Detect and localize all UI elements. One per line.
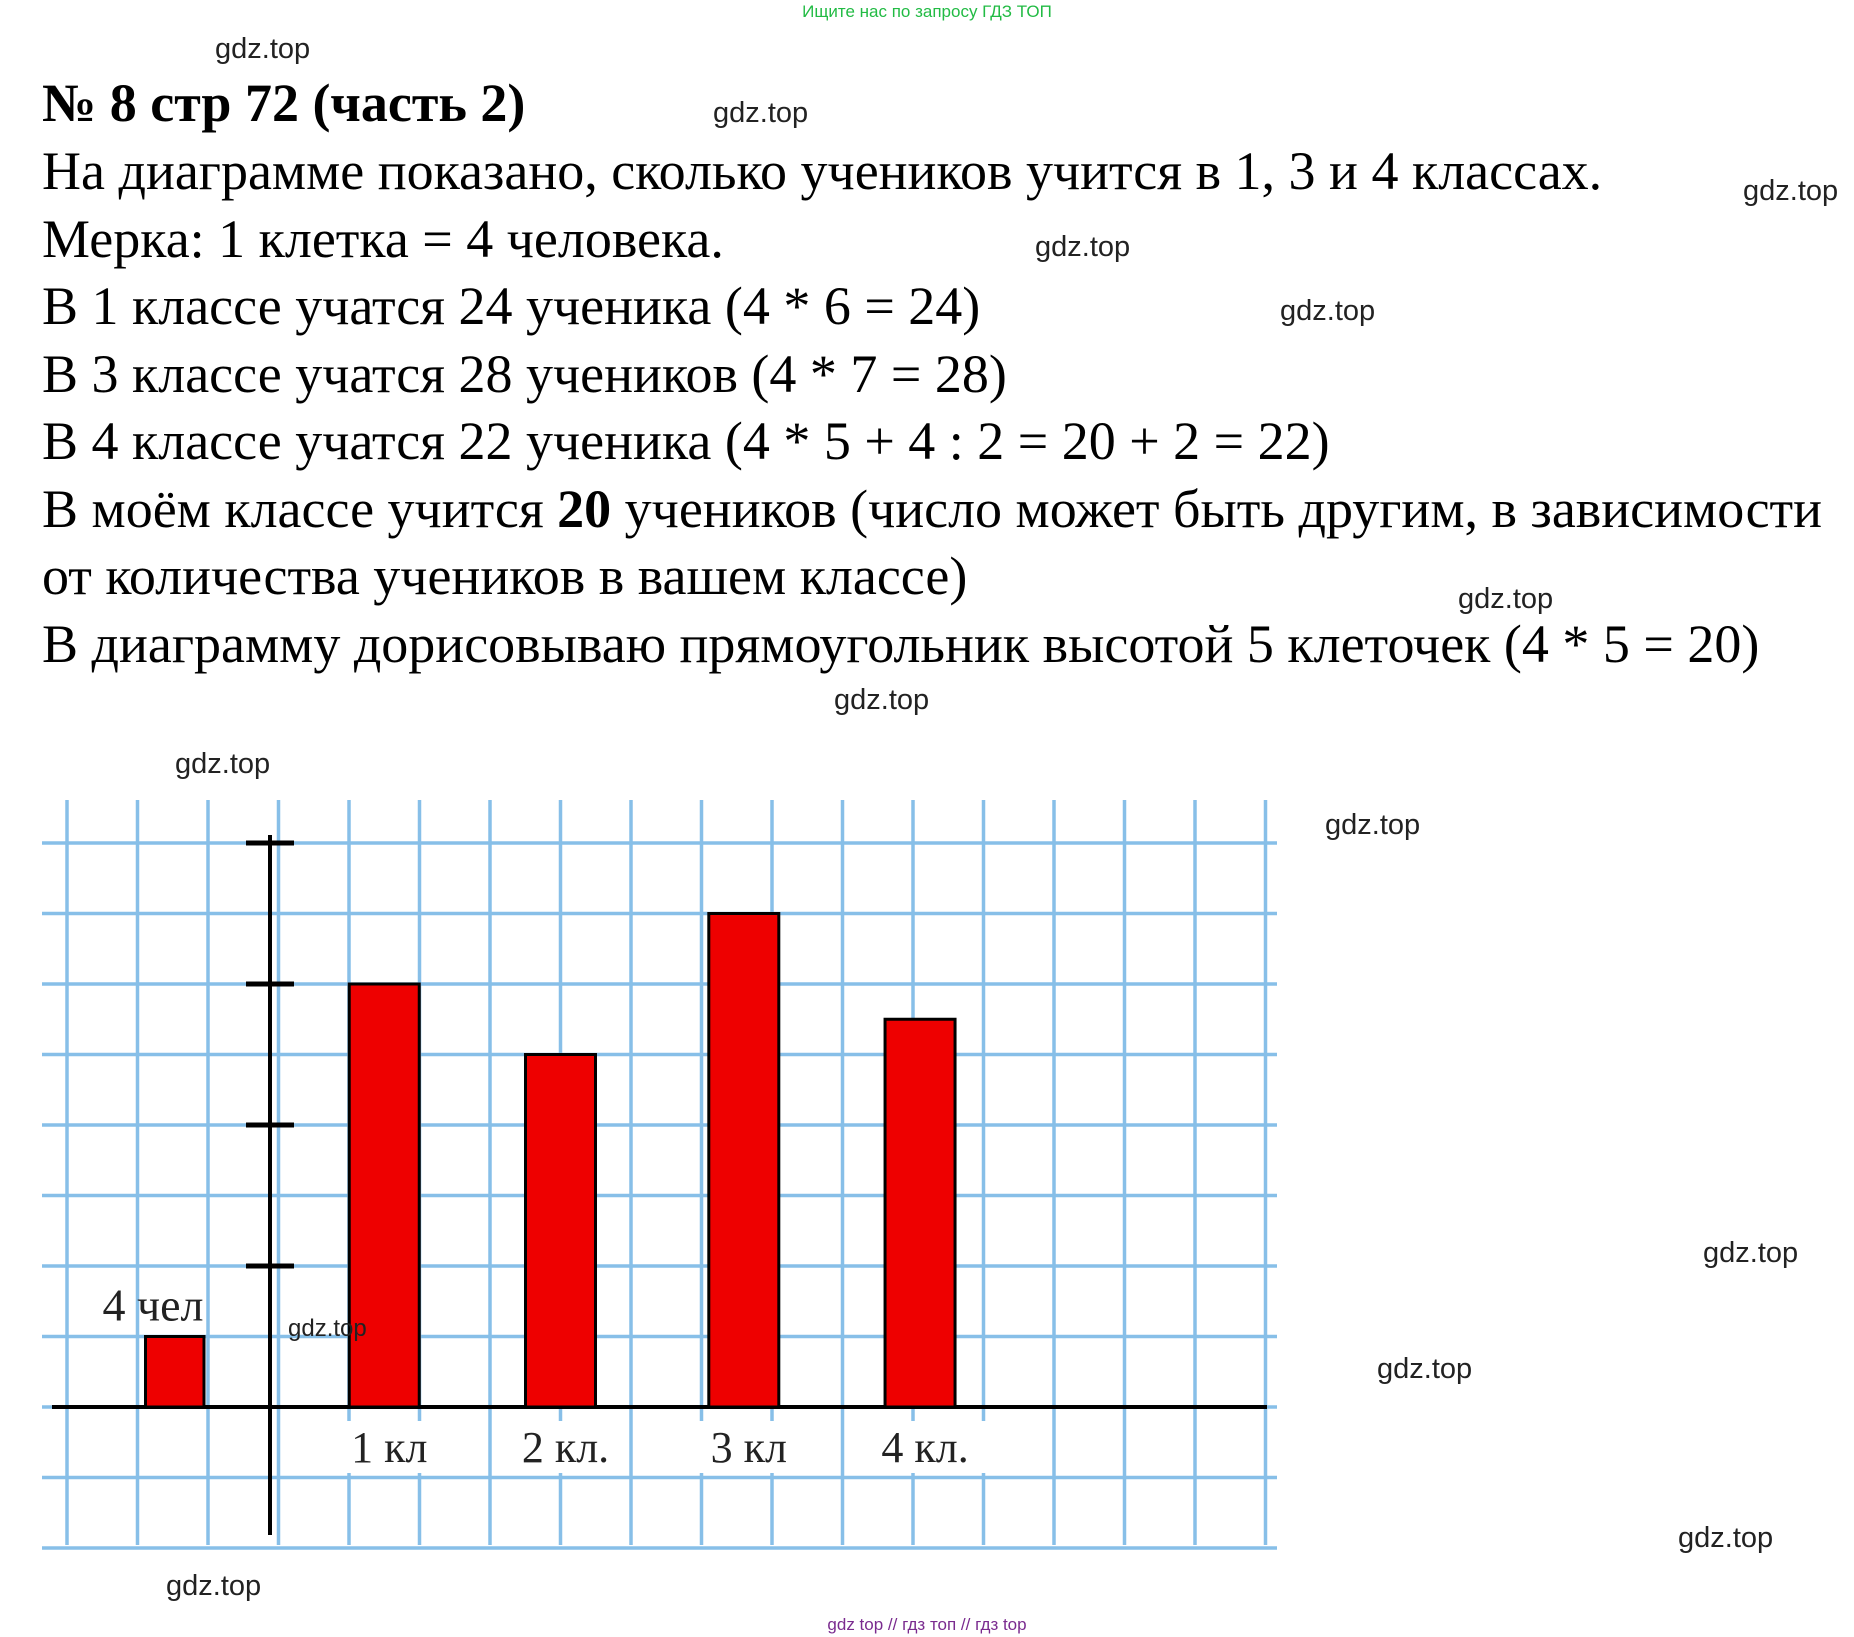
task-line-5: В 4 классе учатся 22 ученика (4 * 5 + 4 : 2 = 20 + 2 = 22) [42,411,1330,471]
bar-3 [709,914,779,1408]
category-label-2: 2 кл. [521,1423,610,1472]
legend-label: 4 чел [102,1279,204,1331]
watermark: gdz.top [1377,1353,1473,1385]
bar-4 [885,1019,955,1407]
my-class-after: учеников (число может быть другим, в зависимости от количества учеников в вашем классе) [42,478,1823,606]
task-line-my-class [42,476,1832,611]
task-text [42,138,1832,678]
my-class-number: 20 [557,478,612,539]
watermark: gdz.top [1280,295,1376,327]
bar-chart [42,795,1282,1550]
watermark: gdz.top [166,1570,262,1602]
legend-bar [146,1337,205,1408]
bar-1 [349,984,419,1407]
category-label-3: 3 кл [710,1423,787,1472]
my-class-before: В моём классе учится [42,478,558,539]
watermark: gdz.top [215,33,311,65]
watermark: gdz.top [175,748,271,780]
category-label-4: 4 кл. [881,1423,969,1472]
task-line-1: На диаграмме показано, сколько учеников учится в 1, 3 и 4 классах. [42,141,1603,201]
task-title: № 8 стр 72 (часть 2) [42,73,526,133]
watermark: gdz.top [1703,1237,1799,1269]
bar-2 [526,1055,596,1408]
watermark: gdz.top [1743,175,1839,207]
top-banner: Ищите нас по запросу ГДЗ ТОП [802,2,1052,21]
category-label-1: 1 кл [351,1423,428,1472]
watermark: gdz.top [834,684,930,716]
watermark: gdz.top [1678,1522,1774,1554]
bottom-banner: gdz top // гдз топ // гдз top [827,1615,1027,1634]
task-line-3: В 1 классе учатся 24 ученика (4 * 6 = 24) [42,276,981,336]
watermark: gdz.top [288,1315,367,1342]
watermark: gdz.top [1035,231,1131,263]
watermark: gdz.top [1458,583,1554,615]
task-line-2: Мерка: 1 клетка = 4 человека. [42,208,724,269]
watermark: gdz.top [713,97,809,129]
task-line-4: В 3 классе учатся 28 учеников (4 * 7 = 28) [42,343,1007,404]
watermark: gdz.top [1325,809,1421,841]
task-line-last: В диаграмму дорисовываю прямоугольник высотой 5 клеточек (4 * 5 = 20) [42,613,1760,674]
